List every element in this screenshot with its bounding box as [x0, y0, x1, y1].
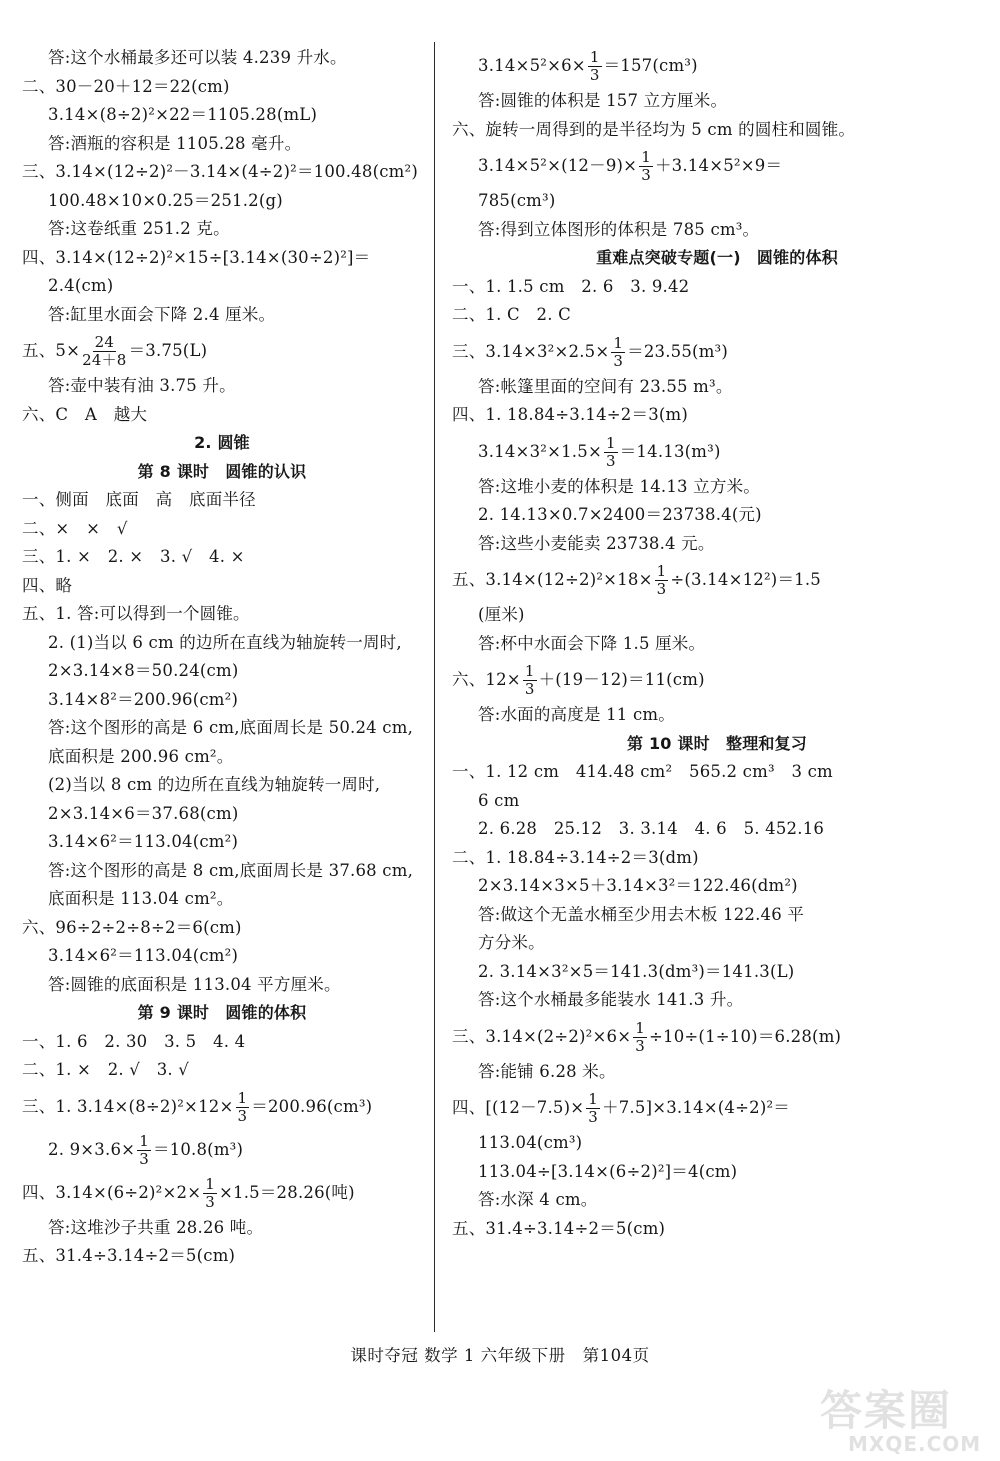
answer-line: 一、1. 12 cm 414.48 cm² 565.2 cm³ 3 cm	[452, 762, 833, 781]
answer-line	[22, 1085, 422, 1128]
right-column	[452, 44, 982, 1243]
watermark-url: MXQE.COM	[848, 1432, 982, 1456]
formula-prefix: 四、3.14×(6÷2)²×2×	[22, 1182, 202, 1202]
formula-prefix: 3.14×5²×6×	[478, 56, 586, 75]
answer-line: 答:这个水桶最多还可以装 4.239 升水。	[48, 48, 347, 67]
fraction-numerator: 24	[94, 333, 115, 351]
answer-line: 六、旋转一周得到的是半径均为 5 cm 的圆柱和圆锥。	[452, 119, 856, 139]
fraction-denominator: 3	[635, 1036, 645, 1055]
section-heading: 第 10 课时 整理和复习	[626, 733, 807, 753]
answer-line: 答:水深 4 cm。	[478, 1190, 598, 1209]
answer-line: 四、1. 18.84÷3.14÷2＝3(m)	[452, 405, 689, 424]
fraction-denominator: 3	[641, 166, 651, 184]
answer-line	[452, 1086, 982, 1129]
answer-line: 答:壶中装有油 3.75 升。	[48, 376, 236, 395]
fraction-denominator: 3	[588, 1108, 599, 1126]
answer-line	[452, 330, 982, 373]
formula-suffix: ＝157(cm³)	[603, 56, 698, 75]
section-heading: 2. 圆锥	[194, 433, 250, 452]
answer-line: 答:这堆沙子共重 28.26 吨。	[48, 1217, 264, 1237]
formula-suffix: ＋(19－12)＝11(cm)	[538, 670, 705, 689]
answer-line: 2×3.14×6＝37.68(cm)	[48, 803, 239, 823]
answer-line: 答:帐篷里面的空间有 23.55 m³。	[478, 376, 733, 396]
answer-line: 2×3.14×3×5＋3.14×3²＝122.46(dm²)	[478, 876, 798, 895]
formula-prefix: 3.14×5²×(12－9)×	[478, 156, 638, 175]
answer-line	[452, 430, 982, 473]
answer-line: 答:水面的高度是 11 cm。	[478, 705, 675, 724]
formula-prefix: 三、1. 3.14×(8÷2)²×12×	[22, 1096, 234, 1116]
answer-line: 2. 6.28 25.12 3. 3.14 4. 6 5. 452.16	[478, 819, 825, 838]
answer-line: 答:杯中水面会下降 1.5 厘米。	[478, 633, 706, 653]
answer-line: 五、31.4÷3.14÷2＝5(cm)	[452, 1218, 666, 1238]
formula-prefix: 2. 9×3.6×	[48, 1139, 136, 1159]
answer-line: (厘米)	[478, 605, 525, 624]
watermark-text: 答案圈	[820, 1386, 953, 1435]
answer-line	[452, 1015, 982, 1058]
answer-line: 答:圆锥的底面积是 113.04 平方厘米。	[48, 974, 341, 994]
answer-line: 二、1. × 2. √ 3. √	[22, 1060, 190, 1079]
section-heading: 第 8 课时 圆锥的认识	[137, 461, 307, 481]
fraction-denominator: 3	[237, 1106, 248, 1125]
answer-line	[22, 1171, 422, 1214]
fraction	[586, 1091, 600, 1126]
answer-line: 3.14×(8÷2)²×22＝1105.28(mL)	[48, 105, 318, 124]
fraction-denominator: 24＋8	[82, 351, 127, 369]
answer-line: 五、1. 答:可以得到一个圆锥。	[22, 604, 250, 623]
answer-line: 二、1. 18.84÷3.14÷2＝3(dm)	[452, 847, 699, 867]
answer-line: 答:这个水桶最多能装水 141.3 升。	[478, 990, 744, 1009]
answer-line: 785(cm³)	[478, 191, 556, 210]
answer-line: 六、C A 越大	[22, 404, 148, 424]
answer-line: 答:这个图形的高是 6 cm,底面周长是 50.24 cm,	[48, 718, 414, 737]
answer-line: (2)当以 8 cm 的边所在直线为轴旋转一周时,	[48, 775, 381, 794]
formula-prefix: 六、12×	[452, 670, 521, 689]
fraction	[655, 563, 669, 598]
fraction-numerator: 1	[205, 1174, 215, 1193]
answer-line	[22, 1128, 422, 1171]
watermark-logo	[814, 1378, 984, 1458]
fraction-numerator: 1	[635, 1018, 645, 1037]
fraction	[604, 435, 618, 470]
answer-line: 三、3.14×(12÷2)²－3.14×(4÷2)²＝100.48(cm²)	[22, 162, 418, 181]
answer-line: 答:得到立体图形的体积是 785 cm³。	[478, 219, 760, 239]
fraction-denominator: 3	[524, 680, 535, 698]
formula-prefix: 四、[(12－7.5)×	[452, 1098, 585, 1117]
answer-line: 答:这卷纸重 251.2 克。	[48, 219, 230, 238]
answer-line: 五、31.4÷3.14÷2＝5(cm)	[22, 1246, 236, 1265]
formula-prefix: 三、3.14×(2÷2)²×6×	[452, 1026, 632, 1046]
answer-line: 2. 3.14×3²×5＝141.3(dm³)＝141.3(L)	[478, 961, 795, 981]
answer-line: 答:缸里水面会下降 2.4 厘米。	[48, 304, 276, 324]
answer-line: 答:酒瓶的容积是 1105.28 毫升。	[48, 133, 302, 153]
fraction	[588, 49, 602, 84]
answer-line: 3.14×6²＝113.04(cm²)	[48, 946, 239, 965]
answer-line	[452, 44, 982, 87]
answer-line	[452, 558, 982, 601]
answer-line: 方分米。	[478, 933, 545, 952]
answer-line: 答:这堆小麦的体积是 14.13 立方米。	[478, 476, 760, 496]
formula-prefix: 3.14×3²×1.5×	[478, 441, 602, 461]
fraction-denominator: 3	[589, 66, 600, 84]
answer-line: 答:这些小麦能卖 23738.4 元。	[478, 533, 715, 553]
answer-line: 四、3.14×(12÷2)²×15÷[3.14×(30÷2)²]＝	[22, 247, 371, 267]
answer-line: 3.14×6²＝113.04(cm²)	[48, 832, 239, 851]
formula-suffix: ＋7.5]×3.14×(4÷2)²＝	[602, 1098, 791, 1117]
formula-suffix: ＝10.8(m³)	[152, 1139, 244, 1159]
formula-suffix: ×1.5＝28.26(吨)	[218, 1182, 355, 1202]
answer-line	[452, 658, 982, 701]
formula-suffix: ＝3.75(L)	[128, 341, 208, 360]
page-footer: 课时夺冠 数学 1 六年级下册 第104页	[350, 1346, 650, 1365]
formula-prefix: 三、3.14×3²×2.5×	[452, 341, 610, 361]
answer-line: 113.04(cm³)	[478, 1133, 583, 1152]
formula-suffix: ＝14.13(m³)	[619, 441, 721, 461]
fraction-denominator: 3	[613, 351, 624, 370]
formula-suffix: ÷10÷(1÷10)＝6.28(m)	[648, 1026, 842, 1046]
fraction-numerator: 1	[613, 333, 624, 352]
fraction	[523, 663, 537, 698]
answer-line: 100.48×10×0.25＝251.2(g)	[48, 190, 283, 210]
answer-line: 答:这个图形的高是 8 cm,底面周长是 37.68 cm,	[48, 860, 414, 880]
fraction	[137, 1133, 151, 1168]
answer-line: 一、1. 6 2. 30 3. 5 4. 4	[22, 1031, 246, 1051]
fraction	[82, 334, 126, 369]
answer-line: 三、1. × 2. × 3. √ 4. ×	[22, 547, 245, 566]
fraction-numerator: 1	[589, 48, 600, 66]
fraction-denominator: 3	[656, 580, 667, 598]
fraction	[611, 335, 625, 370]
fraction	[633, 1020, 647, 1055]
answer-line: 四、略	[22, 575, 73, 595]
answer-line: 一、1. 1.5 cm 2. 6 3. 9.42	[452, 276, 690, 296]
answer-line: 2×3.14×8＝50.24(cm)	[48, 661, 239, 680]
formula-suffix: ÷(3.14×12²)＝1.5	[670, 570, 821, 589]
formula-suffix: ＋3.14×5²×9＝	[654, 156, 783, 175]
formula-suffix: ＝200.96(cm³)	[251, 1096, 373, 1116]
answer-line: 2.4(cm)	[48, 276, 114, 295]
fraction-numerator: 1	[656, 562, 667, 580]
answer-line: 六、96÷2÷2÷8÷2＝6(cm)	[22, 917, 242, 937]
left-column	[22, 44, 422, 1271]
fraction-denominator: 3	[605, 451, 616, 470]
section-heading: 重难点突破专题(一) 圆锥的体积	[596, 248, 838, 267]
column-divider	[434, 42, 435, 1332]
answer-line: 答:圆锥的体积是 157 立方厘米。	[478, 91, 728, 110]
formula-prefix: 五、5×	[22, 341, 81, 360]
fraction-numerator: 1	[139, 1131, 149, 1150]
answer-line: 底面积是 200.96 cm²。	[48, 746, 234, 766]
answer-line	[22, 329, 422, 372]
fraction-numerator: 1	[524, 662, 535, 680]
answer-line: 底面积是 113.04 cm²。	[48, 889, 234, 908]
answer-line: 3.14×8²＝200.96(cm²)	[48, 689, 239, 709]
answer-line: 答:做这个无盖水桶至少用去木板 122.46 平	[478, 904, 805, 924]
formula-suffix: ＝23.55(m³)	[627, 341, 728, 361]
answer-line: 答:能铺 6.28 米。	[478, 1061, 616, 1081]
answer-line: 二、× × √	[22, 518, 128, 538]
fraction-numerator: 1	[588, 1090, 599, 1108]
fraction	[236, 1090, 250, 1125]
fraction-numerator: 1	[641, 148, 651, 166]
answer-line: 2. 14.13×0.7×2400＝23738.4(元)	[478, 505, 762, 524]
answer-line: 2. (1)当以 6 cm 的边所在直线为轴旋转一周时,	[48, 632, 402, 652]
answer-line: 113.04÷[3.14×(6÷2)²]＝4(cm)	[478, 1161, 738, 1181]
answer-line: 一、侧面 底面 高 底面半径	[22, 490, 256, 509]
formula-prefix: 五、3.14×(12÷2)²×18×	[452, 570, 653, 589]
answer-line: 6 cm	[478, 790, 520, 810]
fraction-numerator: 1	[605, 433, 616, 452]
fraction	[203, 1176, 217, 1211]
fraction-denominator: 3	[139, 1149, 149, 1168]
fraction	[639, 149, 653, 184]
answer-line	[452, 144, 982, 187]
fraction-denominator: 3	[205, 1192, 215, 1211]
answer-line: 二、30－20＋12＝22(cm)	[22, 76, 230, 96]
section-heading: 第 9 课时 圆锥的体积	[137, 1003, 307, 1022]
answer-line: 二、1. C 2. C	[452, 305, 571, 324]
fraction-numerator: 1	[237, 1088, 248, 1107]
